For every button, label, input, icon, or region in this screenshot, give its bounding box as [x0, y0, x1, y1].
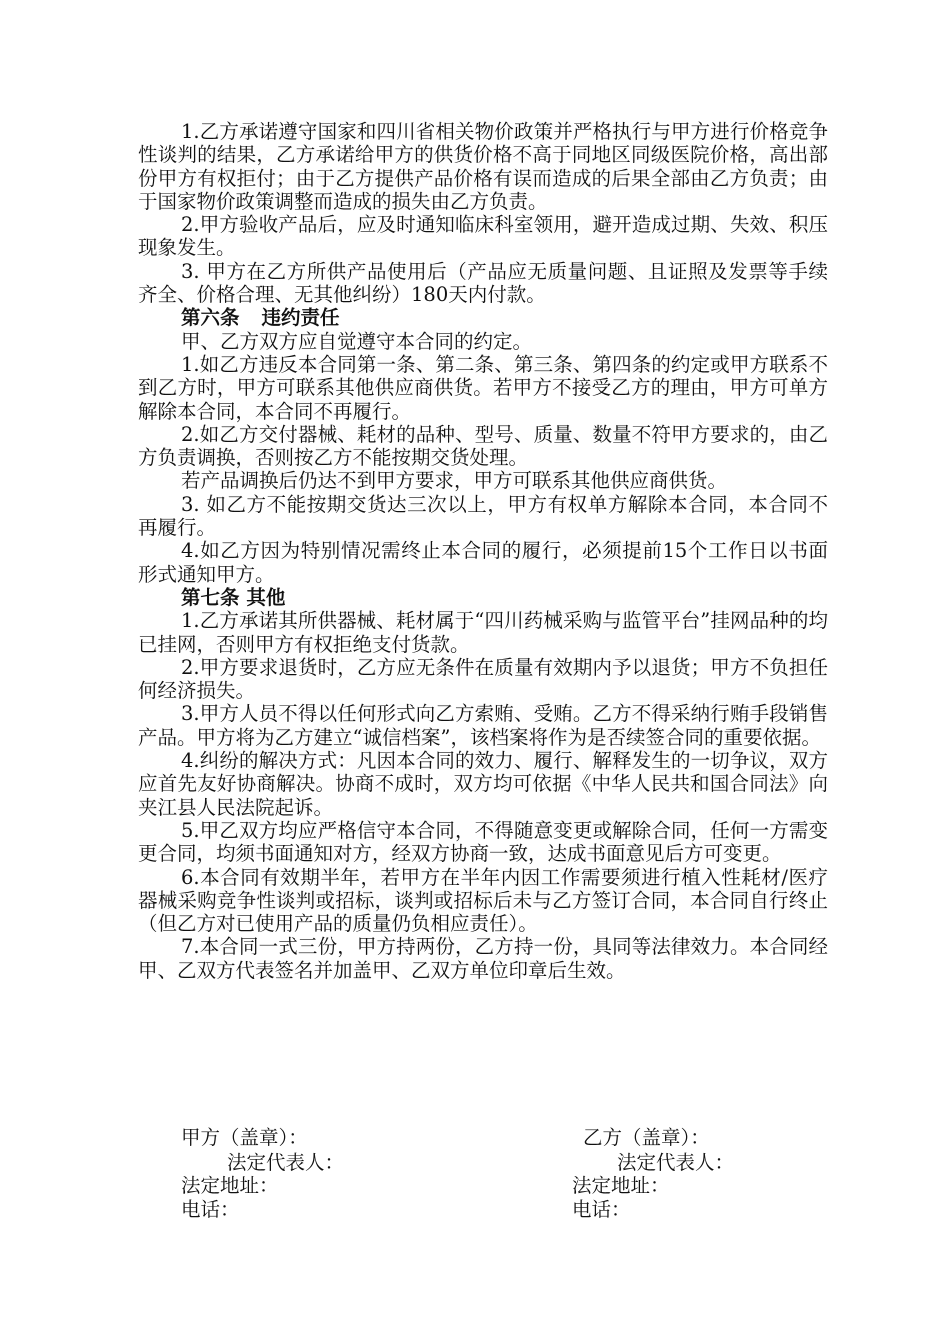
- party-b-address-label: 法定地址：: [572, 1174, 670, 1197]
- section-6-item-4: 4.如乙方因为特别情况需终止本合同的履行，必须提前15个工作日以书面形式通知甲方。: [138, 539, 828, 586]
- party-a-rep-label: 法定代表人：: [227, 1151, 345, 1174]
- section-6-item-2: 2.如乙方交付器械、耗材的品种、型号、质量、数量不符甲方要求的，由乙方负责调换，否则按乙方不能按期交货处理。: [138, 422, 828, 470]
- section-6-number: 第六条: [181, 306, 240, 330]
- clause-payment-terms: 3. 甲方在乙方所供产品使用后（产品应无质量问题、且证照及发票等手续齐全、价格合理、无其他纠纷）180天内付款。: [138, 259, 828, 307]
- party-b-phone-label: 电话：: [572, 1198, 631, 1221]
- section-6-item-3: 3. 如乙方不能按期交货达三次以上，甲方有权单方解除本合同，本合同不再履行。: [138, 492, 828, 540]
- section-7-item-7: 7.本合同一式三份，甲方持两份，乙方持一份，具同等法律效力。本合同经甲、乙双方代表签名并加盖甲、乙双方单位印章后生效。: [138, 935, 828, 982]
- section-7-item-4: 4.纠纷的解决方式：凡因本合同的效力、履行、解释发生的一切争议，双方应首先友好协商解决。协商不成时，双方均可依据《中华人民共和国合同法》向夹江县人民法院起诉。: [138, 749, 828, 819]
- party-b-rep-label: 法定代表人：: [617, 1151, 735, 1174]
- section-6-title: 违约责任: [261, 306, 340, 330]
- section-6-item-1: 1.如乙方违反本合同第一条、第二条、第三条、第四条的约定或甲方联系不到乙方时，甲方可联系其他供应商供货。若甲方不接受乙方的理由，甲方可单方解除本合同，本合同不再履行。: [138, 352, 828, 423]
- clause-acceptance-notice: 2.甲方验收产品后，应及时通知临床科室领用，避开造成过期、失效、积压现象发生。: [138, 213, 828, 260]
- section-7-item-2: 2.甲方要求退货时，乙方应无条件在质量有效期内予以退货；甲方不负担任何经济损失。: [138, 655, 828, 703]
- section-6-intro: 甲、乙方双方应自觉遵守本合同的约定。: [181, 329, 533, 353]
- section-7-title: 其他: [246, 585, 286, 609]
- section-7-number: 第七条: [181, 585, 240, 609]
- party-a-seal-label: 甲方（盖章）：: [181, 1126, 308, 1149]
- clause-price-commitment: 1.乙方承诺遵守国家和四川省相关物价政策并严格执行与甲方进行价格竞争性谈判的结果，乙方承诺给甲方的供货价格不高于同地区同级医院价格，高出部份甲方有权拒付；由于乙方提供产品价格有误而造成的后果全部由乙方负责；由于国家物价政策调整而造成的损失由乙方负责。: [138, 120, 828, 213]
- section-7-item-5: 5.甲乙双方均应严格信守本合同，不得随意变更或解除合同，任何一方需变更合同，均须书面通知对方，经双方协商一致，达成书面意见后方可变更。: [138, 818, 828, 866]
- party-a-address-label: 法定地址：: [181, 1174, 279, 1197]
- section-7-item-6: 6.本合同有效期半年，若甲方在半年内因工作需要须进行植入性耗材/医疗器械采购竞争性谈判或招标，谈判或招标后未与乙方签订合同，本合同自行终止（但乙方对已使用产品的质量仍负相应责任）。: [138, 865, 828, 936]
- party-b-seal-label: 乙方（盖章）：: [583, 1126, 710, 1149]
- section-6-item-2-note: 若产品调换后仍达不到甲方要求，甲方可联系其他供应商供货。: [181, 469, 728, 493]
- contract-body: [138, 120, 828, 982]
- section-7-heading: [138, 586, 828, 609]
- section-7-item-3: 3.甲方人员不得以任何形式向乙方索贿、受贿。乙方不得采纳行贿手段销售产品。甲方将为乙方建立“诚信档案”，该档案将作为是否续签合同的重要依据。: [138, 702, 828, 749]
- section-7-item-1: 1.乙方承诺其所供器械、耗材属于“四川药械采购与监管平台”挂网品种的均已挂网，否则甲方有权拒绝支付货款。: [138, 609, 828, 656]
- party-a-phone-label: 电话：: [181, 1198, 240, 1221]
- section-6-heading: [138, 306, 828, 329]
